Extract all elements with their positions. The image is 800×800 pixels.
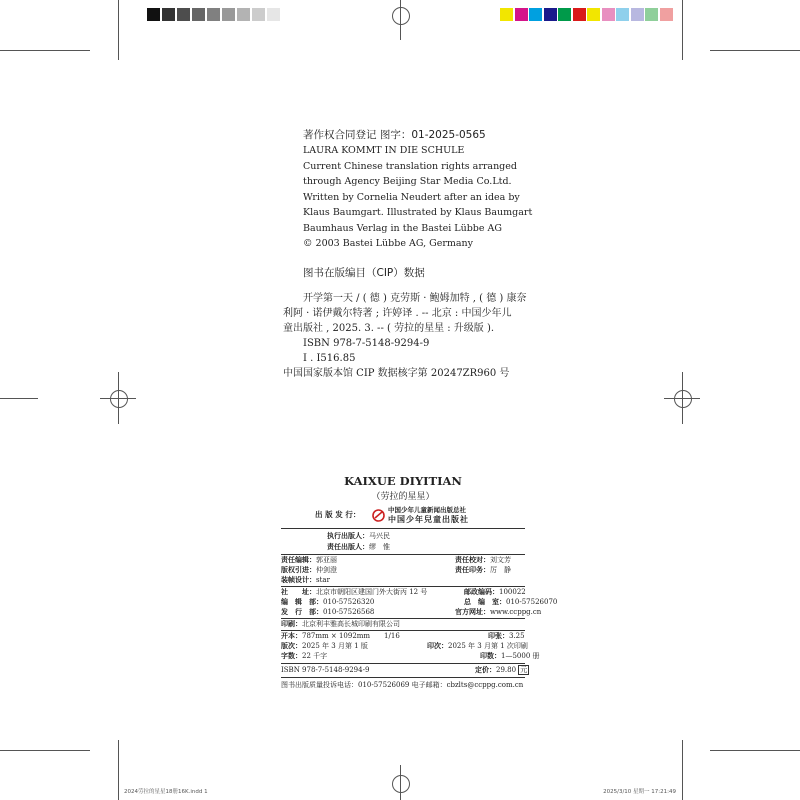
imprint-rule [281,618,525,619]
cip-line: 中国国家版本馆 CIP 数据核字第 20247ZR960 号 [283,368,510,379]
copyright-line: through Agency Beijing Star Media Co.Ltd. [303,176,512,187]
cip-line: 开学第一天 / ( 德 ) 克劳斯 · 鲍姆加特 , ( 德 ) 康奈 [303,293,527,304]
copyright-notice [303,143,543,252]
proofreader: 责任校对：刘文芳 [455,556,511,564]
color-swatch [529,8,542,21]
color-swatch [616,8,629,21]
color-swatch [602,8,615,21]
imprint-rule [281,663,525,664]
resp-publisher: 责任出版人：缪 惟 [327,543,390,551]
registration-mark-top [392,7,410,25]
color-swatch [500,8,513,21]
cip-line: ISBN 978-7-5148-9294-9 [303,338,430,349]
gray-swatch [207,8,220,21]
cip-line: 利阿 · 诺伊戴尔特著 ; 许婷译 . -- 北京 : 中国少年儿 [283,308,512,319]
exec-publisher: 执行出版人：马兴民 [327,532,390,540]
color-swatch [660,8,673,21]
postcode: 邮政编码：100022 [464,588,526,596]
color-swatch [631,8,644,21]
imprint-rule [281,586,525,587]
distribution-phone: 发 行 部：010-57526568 [281,608,375,616]
isbn: ISBN 978-7-5148-9294-9 [281,666,370,674]
copyright-line: Klaus Baumgart. Illustrated by Klaus Baumgart [303,207,533,218]
cip-data [283,291,533,381]
copyright-line: © 2003 Bastei Lübbe AG, Germany [303,238,474,249]
copyright-line: Current Chinese translation rights arranged [303,160,517,172]
color-swatch [645,8,658,21]
color-swatch [573,8,586,21]
gray-swatch [222,8,235,21]
publisher-name-1: 中国少年儿童新闻出版总社 [388,506,466,514]
gray-swatch [177,8,190,21]
registration-mark-left [110,390,128,408]
format: 开本：787mm × 1092mm 1/16 [281,632,400,640]
indd-file-slug: 2024劳拉的星星18册16K.indd 1 [124,789,208,795]
gray-swatch [192,8,205,21]
address: 社 址：北京市朝阳区建国门外大街丙 12 号 [281,588,428,596]
imprint-title: KAIXUE DIYITIAN [344,474,462,488]
color-swatch [515,8,528,21]
price: 定价：29.80 元 [475,666,528,674]
rights-intro: 版权引进：仲剑澄 [281,566,337,574]
registration-mark-right [674,390,692,408]
edition: 版次：2025 年 3 月第 1 版 [281,642,368,650]
gray-swatch [267,8,280,21]
timestamp-slug: 2025/3/10 星期一 17:21:49 [603,789,676,795]
copyright-registration-heading: 著作权合同登记 图字：01-2025-0565 [303,129,486,141]
print-run: 印数：1—5000 册 [480,652,540,660]
registration-mark-bottom [392,775,410,793]
publisher-name-2: 中国少年兒童出版社 [388,514,469,524]
official-website: 官方网址：www.ccppg.cn [455,608,542,616]
chief-office-phone: 总 编 室：010-57526070 [464,598,558,606]
cip-line: 童出版社 , 2025. 3. -- ( 劳拉的星星 : 升级版 ). [283,323,495,334]
gray-swatch [162,8,175,21]
color-swatch [544,8,557,21]
publisher-logo-icon [372,507,385,520]
publisher-label: 出 版 发 行： [315,510,361,519]
gray-swatch [252,8,265,21]
printed-sheets: 印张：3.25 [488,632,525,640]
copyright-line: LAURA KOMMT IN DIE SCHULE [303,145,465,156]
copyright-line: Written by Cornelia Neudert after an idea by [303,191,520,203]
imprint-rule [281,554,525,555]
copyright-line: Baumhaus Verlag in the Bastei Lübbe AG [303,222,502,234]
printer: 印刷：北京利丰雅高长城印刷有限公司 [281,620,400,628]
cip-heading: 图书在版编目（CIP）数据 [303,267,425,279]
imprint-rule [281,630,525,631]
cip-line: Ⅰ . I516.85 [303,353,356,364]
gray-swatch [237,8,250,21]
imprint-rule [281,528,525,529]
word-count: 字数：22 千字 [281,652,328,660]
imprint-rule [281,677,525,678]
impression: 印次：2025 年 3 月第 1 次印刷 [427,642,528,650]
color-swatch [587,8,600,21]
color-swatch [558,8,571,21]
quality-complaint: 图书出版质量投诉电话：010-57526069 电子邮箱：cbzlts@ccppg.com.cn [281,681,524,689]
imprint-subtitle: （劳拉的星星） [371,492,435,502]
editorial-phone: 编 辑 部：010-57526320 [281,598,375,606]
gray-swatch [147,8,160,21]
print-responsible: 责任印务：厉 静 [455,566,511,574]
designer: 装帧设计：star [281,576,330,584]
editor: 责任编辑：郭亚丽 [281,556,337,564]
